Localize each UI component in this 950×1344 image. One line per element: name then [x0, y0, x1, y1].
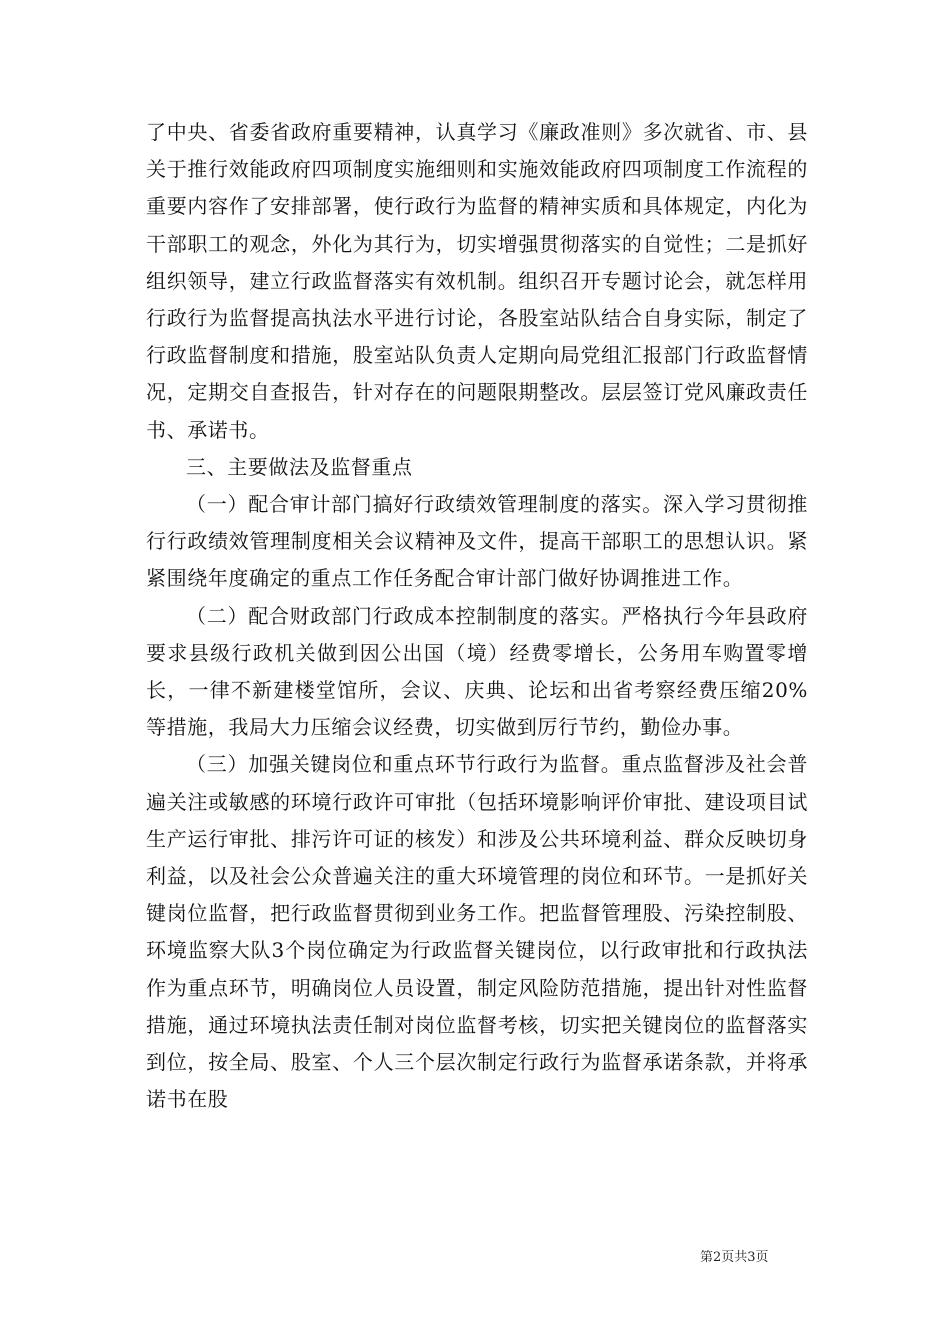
- paragraph-item-3: （三）加强关键岗位和重点环节行政行为监督。重点监督涉及社会普遍关注或敏感的环境行政许可审批（包括环境影响评价审批、建设项目试生产运行审批、排污许可证的核发）和涉及公共环境利益、群众反映切身利益，以及社会公众普遍关注的重大环境管理的岗位和环节。一是抓好关键岗位监督，把行政监督贯彻到业务工作。把监督管理股、污染控制股、环境监察大队3个岗位确定为行政监督关键岗位，以行政审批和行政执法作为重点环节，明确岗位人员设置，制定风险防范措施，提出针对性监督措施，通过环境执法责任制对岗位监督考核，切实把关键岗位的监督落实到位，按全局、股室、个人三个层次制定行政行为监督承诺条款，并将承诺书在股: [146, 752, 808, 1112]
- paragraph-continued: 了中央、省委省政府重要精神，认真学习《廉政准则》多次就省、市、县关于推行效能政府四项制度实施细则和实施效能政府四项制度工作流程的重要内容作了安排部署，使行政行为监督的精神实质和具体规定，内化为干部职工的观念，外化为其行为，切实增强贯彻落实的自觉性；二是抓好组织领导，建立行政监督落实有效机制。组织召开专题讨论会，就怎样用行政行为监督提高执法水平进行讨论，各股室站队结合自身实际，制定了行政监督制度和措施，股室站队负责人定期向局党组汇报部门行政监督情况，定期交自查报告，针对存在的问题限期整改。层层签订党风廉政责任书、承诺书。: [146, 120, 808, 442]
- paragraph-item-2: （二）配合财政部门行政成本控制制度的落实。严格执行今年县政府要求县级行政机关做到因公出国（境）经费零增长，公务用车购置零增长，一律不新建楼堂馆所，会议、庆典、论坛和出省考察经费压缩20%等措施，我局大力压缩会议经费，切实做到厉行节约，勤俭办事。: [146, 603, 808, 740]
- document-body: [146, 114, 808, 1118]
- paragraph-item-1: （一）配合审计部门搞好行政绩效管理制度的落实。深入学习贯彻推行行政绩效管理制度相关会议精神及文件，提高干部职工的思想认识。紧紧围绕年度确定的重点工作任务配合审计部门做好协调推进工作。: [146, 492, 808, 591]
- page-number-footer: 第2页共3页: [700, 1250, 769, 1265]
- section-heading: 三、主要做法及监督重点: [186, 454, 413, 479]
